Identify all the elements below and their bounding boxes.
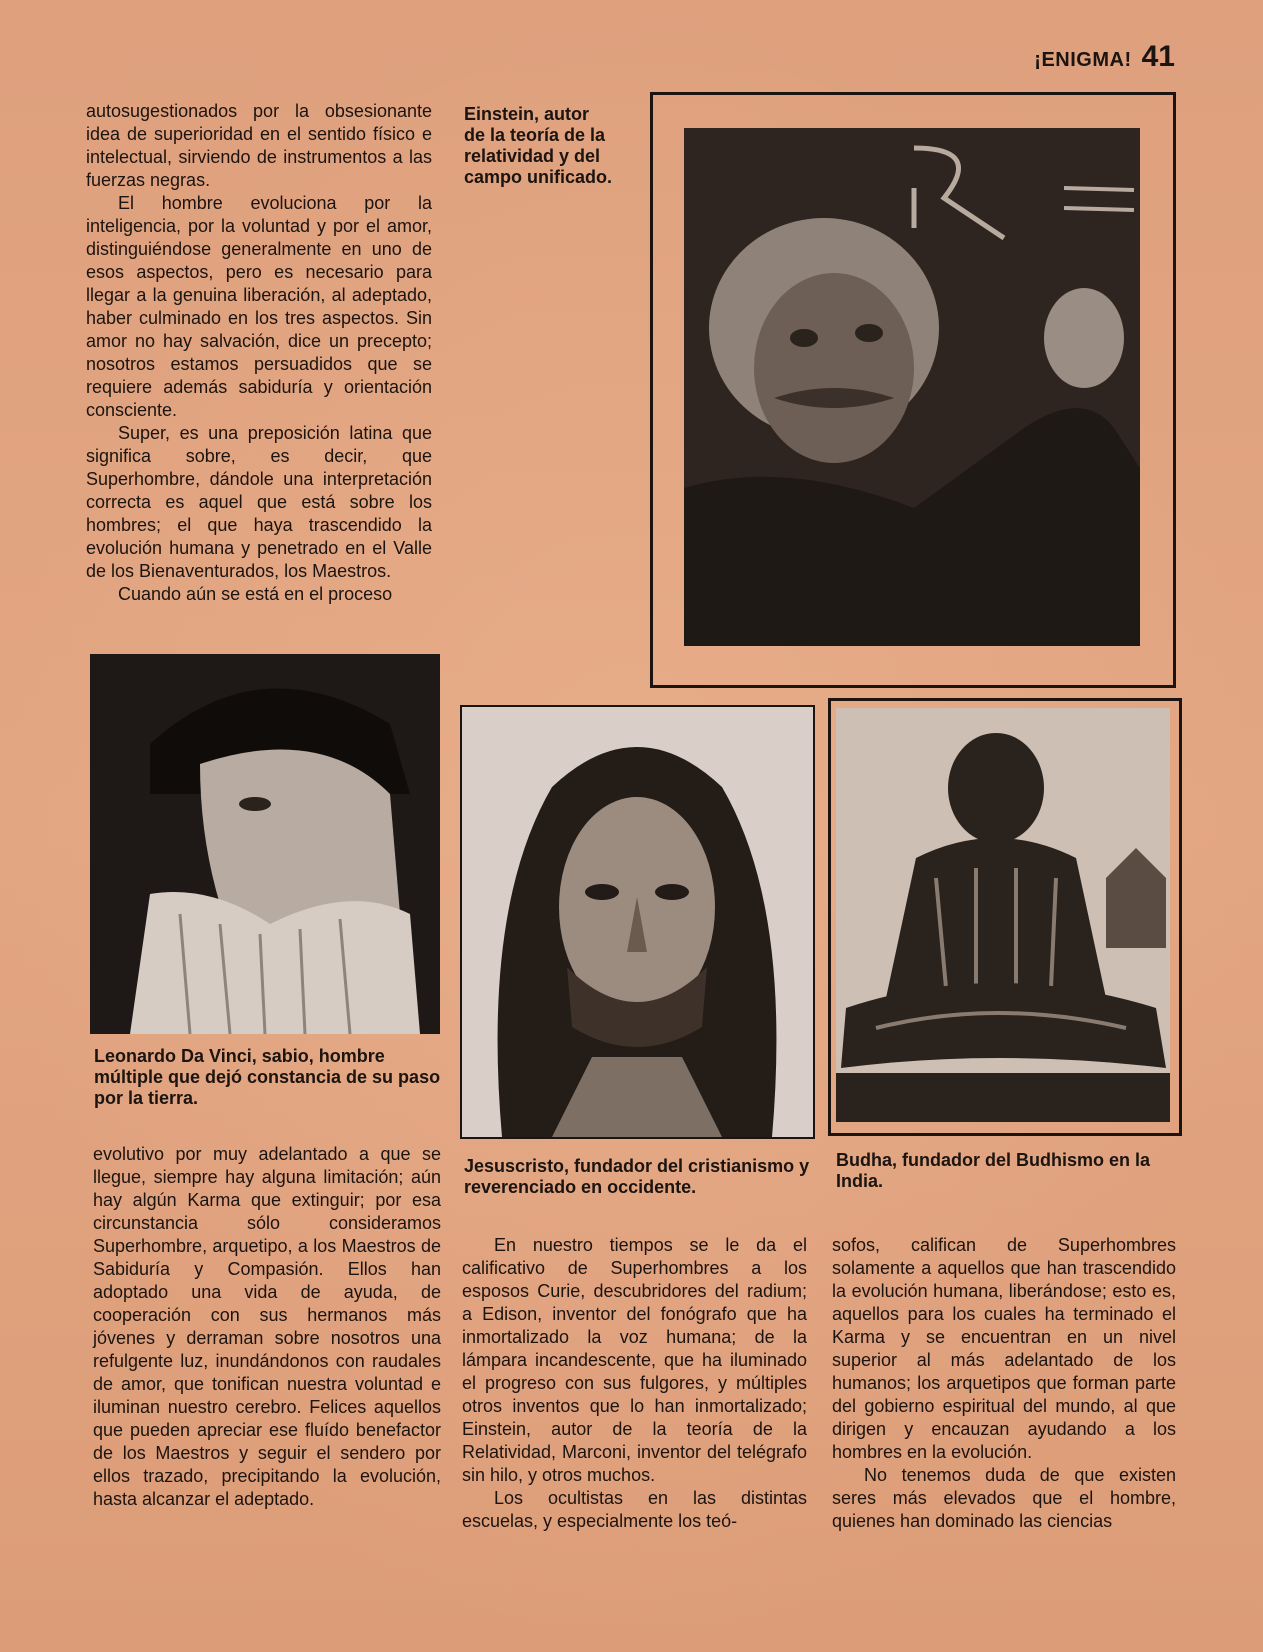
paragraph: evolutivo por muy adelantado a que se llegue, siempre hay alguna limitación; aún hay algún Karma que extinguir; por esa circunstancia sólo consideramos Superhombre, arquetipo, a los Maestros de Sabiduría y Compasión. Ellos han adoptado una vida de ayuda, de cooperación con sus hermanos más jóvenes y derraman sobre nosotros una refulgente luz, inundándonos con raudales de amor, que tonifican nuestra voluntad e iluminan nuestro cerebro. Felices aquellos que pueden apreciar ese fluído benefactor de los Maestros y seguir el sendero por ellos trazado, precipitando la evolución, hasta alcanzar el adeptado.	[93, 1144, 441, 1509]
page-header	[1034, 40, 1175, 74]
paragraph: Cuando aún se está en el proceso	[118, 584, 393, 604]
jesus-photo	[460, 705, 815, 1139]
davinci-caption: Leonardo Da Vinci, sabio, hombre múltiple que dejó constancia de su paso por la tierra.	[94, 1046, 441, 1108]
paragraph: autosugestionados por la obsesionante idea de superioridad en el sentido físico e intelectual, sirviendo de instrumentos a las fuerzas negras.	[86, 101, 432, 190]
middle-column-bottom	[462, 1234, 807, 1533]
einstein-photo	[684, 128, 1140, 646]
davinci-photo	[90, 654, 440, 1034]
page-number: 41	[1141, 40, 1175, 73]
magazine-title: ¡ENIGMA!	[1034, 49, 1132, 71]
left-column-bottom	[93, 1143, 441, 1511]
paragraph: No tenemos duda de que existen seres más elevados que el hombre, quienes han dominado las ciencias	[832, 1465, 1176, 1531]
paragraph: Los ocultistas en las distintas escuelas, y especialmente los teó-	[462, 1488, 807, 1531]
paragraph: El hombre evoluciona por la inteligencia, por la voluntad y por el amor, distinguiéndose generalmente en uno de esos aspectos, pero es necesario para llegar a la genuina liberación, al adeptado, haber culminado en los tres aspectos. Sin amor no hay salvación, dice un precepto; nosotros estamos persuadidos que se requiere además sabiduría y orientación consciente.	[86, 193, 432, 420]
paragraph: Super, es una preposición latina que significa sobre, es decir, que Superhombre, dándole una interpretación correcta es aquel que está sobre los hombres; el que haya trascendido la evolución humana y penetrado en el Valle de los Bienaventurados, los Maestros.	[86, 423, 432, 581]
left-column-top	[86, 100, 432, 606]
budha-photo	[836, 708, 1170, 1122]
paragraph: sofos, califican de Superhombres solamente a aquellos que han trascendido la evolución humana, liberándose; esto es, aquellos para los cuales ha terminado el Karma y se encuentran en un nivel superior al más adelantado de los humanos; los arquetipos que forman parte del gobierno espiritual del mundo, al que dirigen y encauzan ayudando a los hombres en la evolución.	[832, 1235, 1176, 1462]
paragraph: En nuestro tiempos se le da el calificativo de Superhombres a los esposos Curie, descubridores del radium; a Edison, inventor del fonógrafo que ha inmortalizado la voz humana; de la lámpara incandescente, que ha iluminado el progreso con sus fulgores, y múltiples otros inventos que lo han inmortalizado; Einstein, autor de la teoría de la Relatividad, Marconi, inventor del telégrafo sin hilo, y otros muchos.	[462, 1235, 807, 1485]
budha-caption: Budha, fundador del Budhismo en la India.	[836, 1150, 1151, 1191]
jesus-caption: Jesuscristo, fundador del cristianismo y reverenciado en occidente.	[464, 1156, 810, 1197]
right-column-bottom	[832, 1234, 1176, 1533]
einstein-caption: Einstein, autor de la teoría de la relatividad y del campo unificado.	[464, 104, 613, 187]
